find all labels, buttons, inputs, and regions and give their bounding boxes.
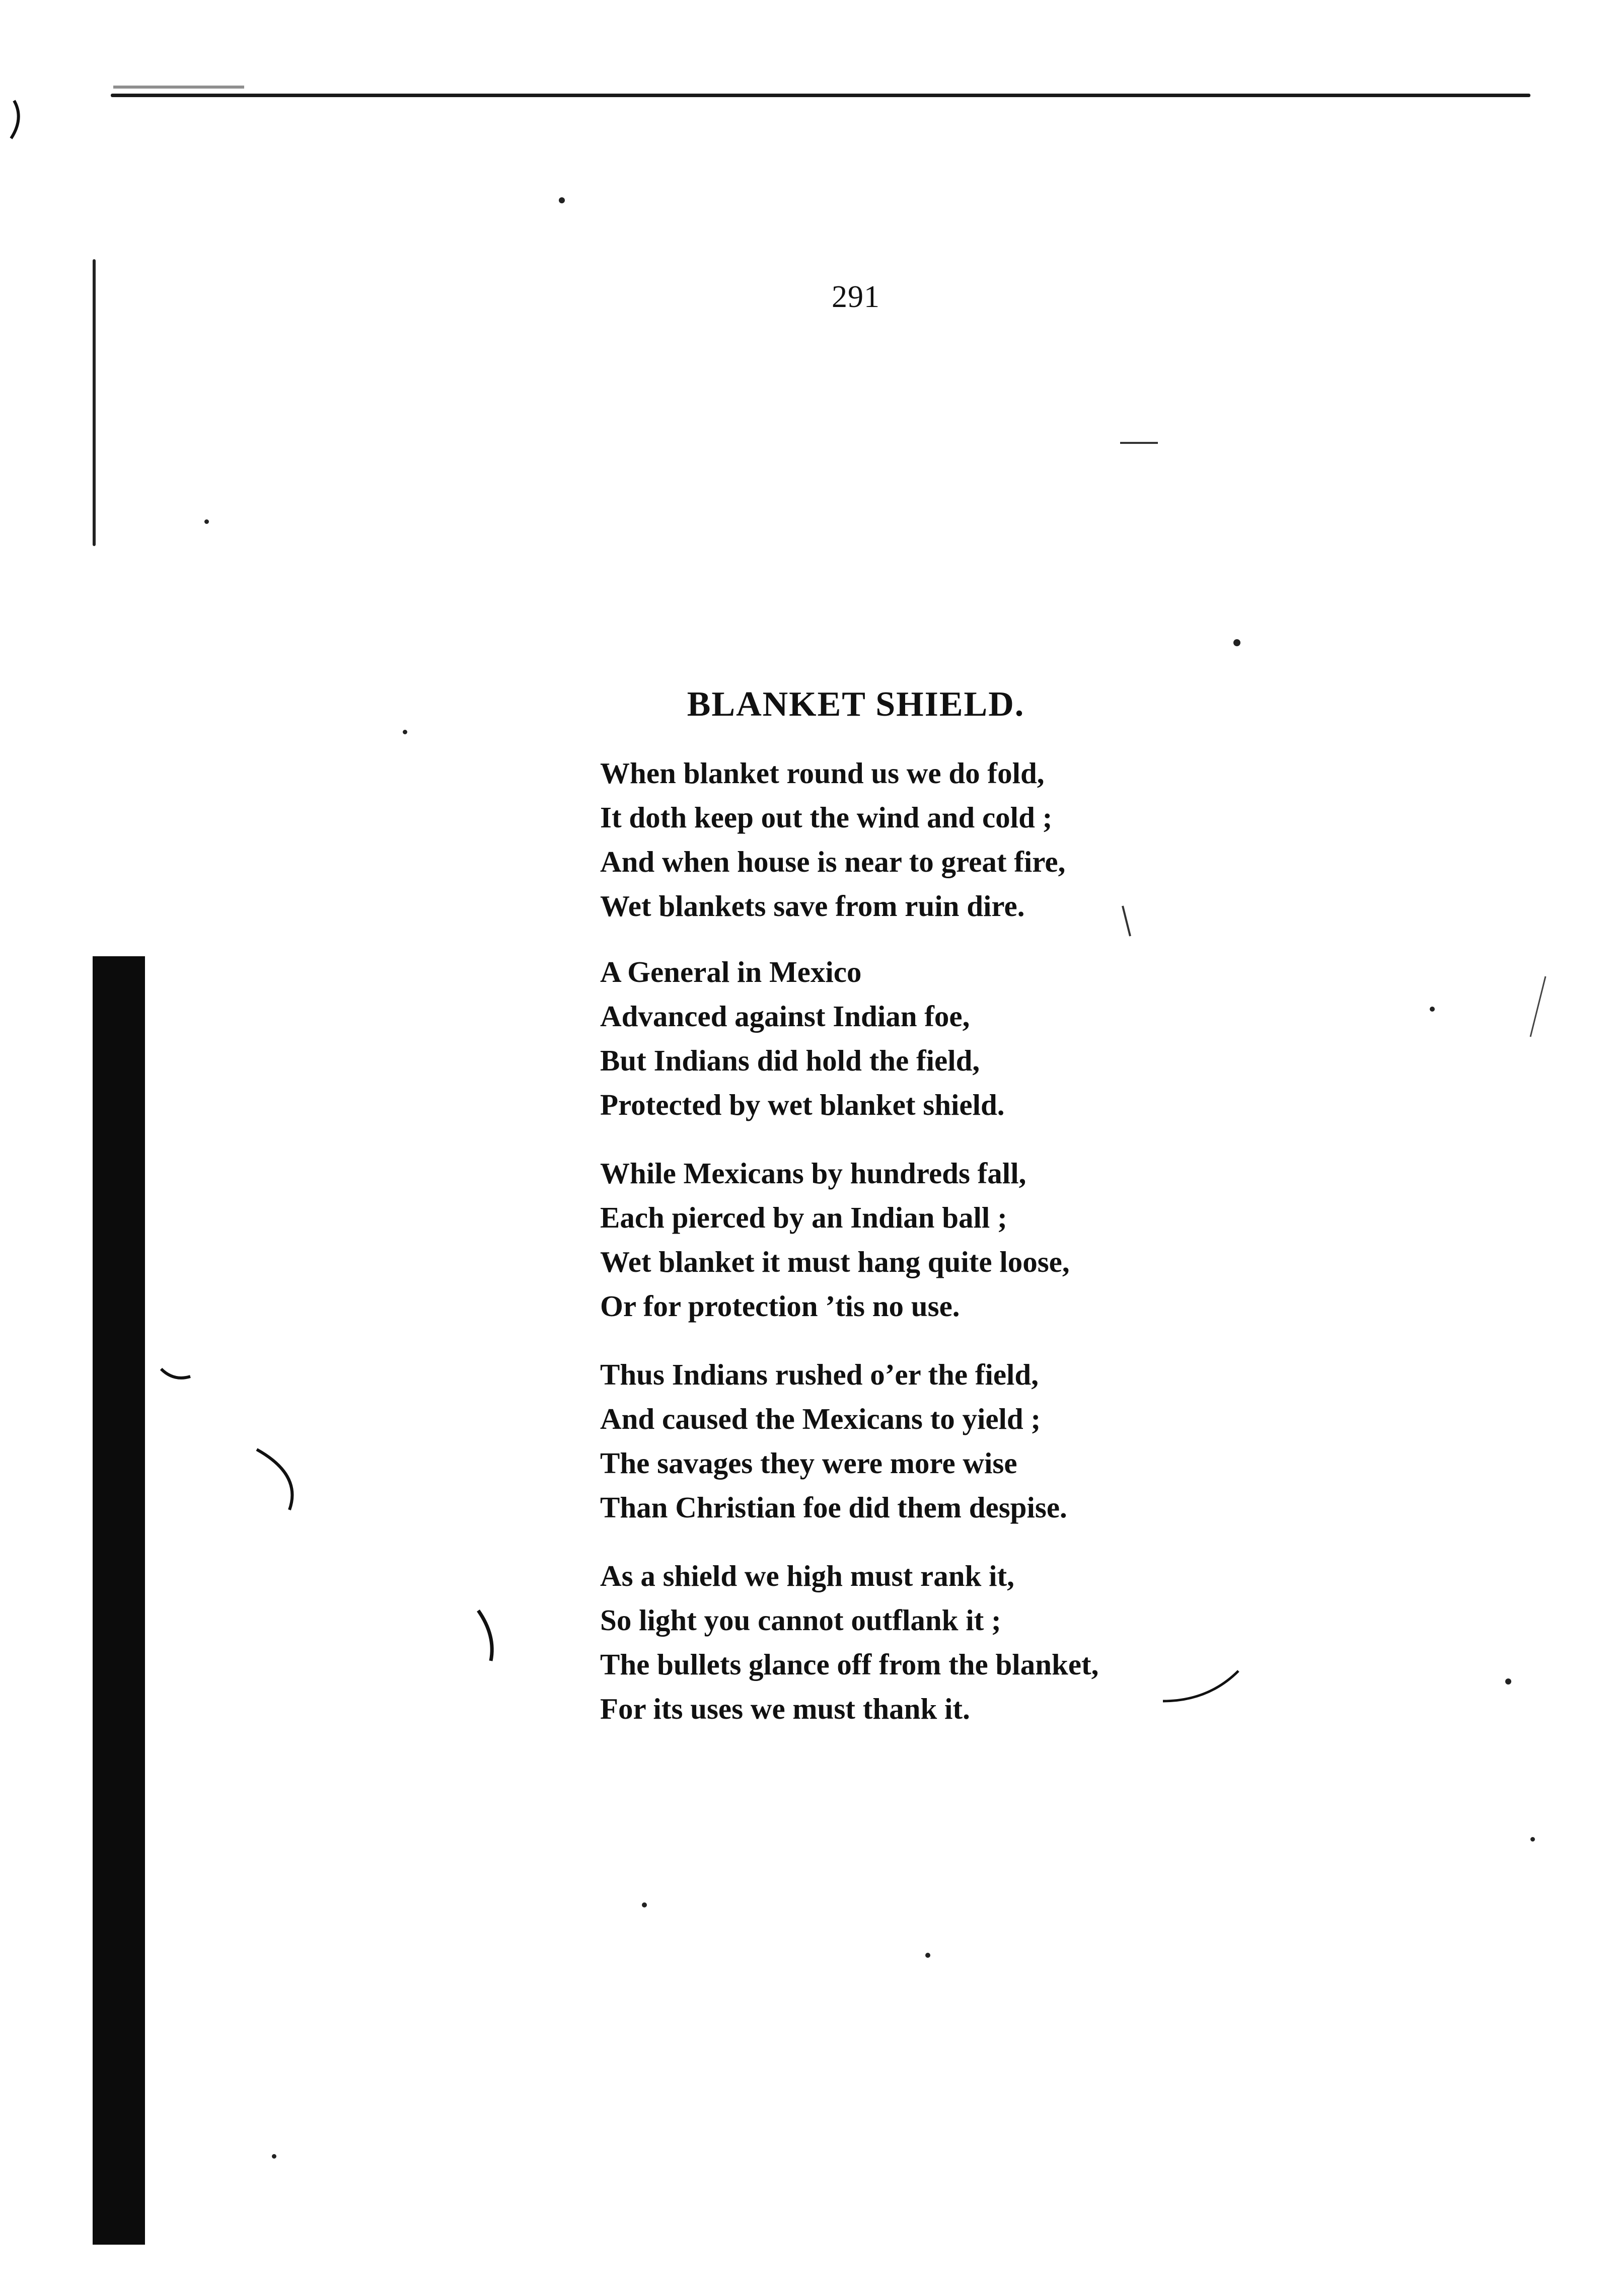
ink-speck bbox=[1530, 1837, 1535, 1842]
poem-line: Protected by wet blanket shield. bbox=[600, 1088, 1005, 1121]
poem-line: Thus Indians rushed o’er the field, bbox=[600, 1358, 1039, 1391]
poem-line: Each pierced by an Indian ball ; bbox=[600, 1201, 1007, 1234]
ink-speck bbox=[403, 730, 407, 734]
poem-line: Wet blankets save from ruin dire. bbox=[600, 889, 1025, 923]
stanza-2 bbox=[600, 950, 1305, 1127]
poem-line: When blanket round us we do fold, bbox=[600, 756, 1045, 790]
page-number: 291 bbox=[832, 280, 880, 314]
ink-speck bbox=[272, 2154, 276, 2159]
ink-speck bbox=[1233, 639, 1240, 646]
ink-speck bbox=[1505, 1678, 1511, 1685]
poem-line: Than Christian foe did them despise. bbox=[600, 1491, 1067, 1524]
poem-line: And caused the Mexicans to yield ; bbox=[600, 1402, 1041, 1435]
stanza-5 bbox=[600, 1554, 1305, 1731]
poem-line: While Mexicans by hundreds fall, bbox=[600, 1157, 1026, 1190]
margin-mark bbox=[161, 1369, 190, 1378]
poem-line: But Indians did hold the field, bbox=[600, 1044, 980, 1077]
stanza-3 bbox=[600, 1151, 1305, 1328]
ink-speck bbox=[559, 197, 565, 203]
stanza-1 bbox=[600, 751, 1305, 928]
poem-line: The savages they were more wise bbox=[600, 1446, 1017, 1480]
ink-speck bbox=[1430, 1007, 1435, 1012]
poem-line: A General in Mexico bbox=[600, 955, 862, 988]
stanza-4 bbox=[600, 1352, 1305, 1529]
poem-line: Wet blanket it must hang quite loose, bbox=[600, 1245, 1070, 1278]
poem-line: For its uses we must thank it. bbox=[600, 1692, 970, 1725]
poem-title: BLANKET SHIELD. bbox=[687, 685, 1025, 724]
poem-line: Advanced against Indian foe, bbox=[600, 1000, 970, 1033]
poem-line: As a shield we high must rank it, bbox=[600, 1559, 1014, 1592]
poem-line: Or for protection ’tis no use. bbox=[600, 1289, 960, 1323]
margin-mark bbox=[478, 1611, 492, 1661]
ink-speck bbox=[642, 1902, 647, 1907]
ink-speck bbox=[204, 519, 209, 524]
ink-speck bbox=[925, 1953, 930, 1958]
poem-line: The bullets glance off from the blanket, bbox=[600, 1648, 1099, 1681]
margin-mark bbox=[257, 1449, 292, 1510]
poem-line: And when house is near to great fire, bbox=[600, 845, 1066, 878]
poem-line: So light you cannot outflank it ; bbox=[600, 1603, 1001, 1637]
margin-mark bbox=[1530, 976, 1546, 1037]
margin-mark bbox=[11, 101, 19, 138]
poem-line: It doth keep out the wind and cold ; bbox=[600, 801, 1053, 834]
